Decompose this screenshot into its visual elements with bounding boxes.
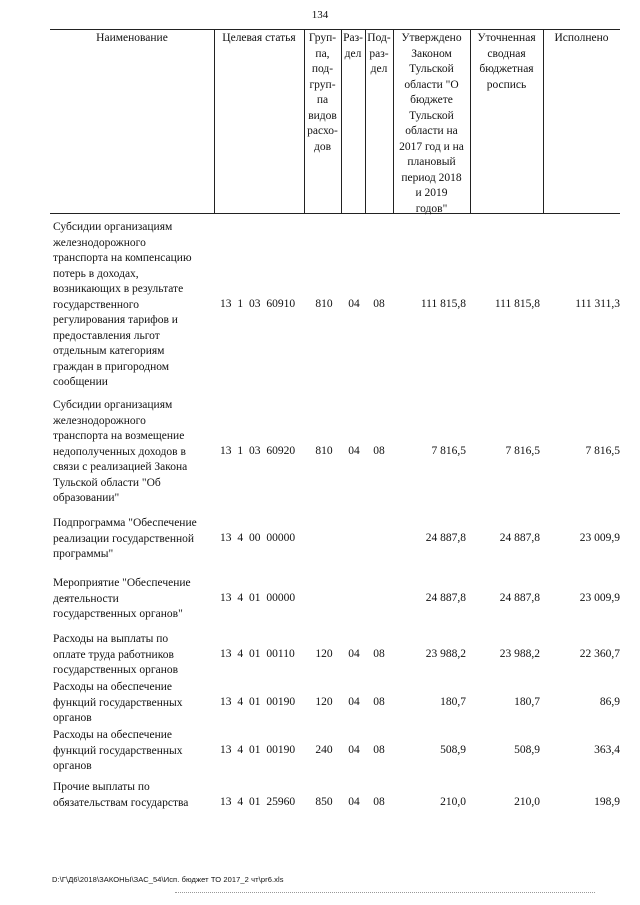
row-name-line: граждан в пригородном bbox=[53, 360, 170, 373]
row-name-line: возникающих в результате bbox=[53, 283, 184, 295]
row-section: 04 bbox=[348, 297, 360, 310]
row-name-line: Прочие выплаты по bbox=[53, 781, 150, 793]
header-approved-line: Тульской bbox=[409, 109, 454, 122]
row-subsection: 08 bbox=[373, 647, 385, 660]
header-approved-line: плановый bbox=[407, 156, 456, 168]
row-expense-group: 120 bbox=[315, 647, 333, 660]
row-name-line: железнодорожного bbox=[53, 414, 146, 427]
header-refined-line: бюджетная bbox=[479, 63, 534, 75]
header-subsection-line: Под- bbox=[367, 32, 391, 44]
row-name-line: Расходы на выплаты по bbox=[53, 633, 169, 645]
header-refined-line: роспись bbox=[486, 78, 527, 91]
row-section: 04 bbox=[348, 444, 360, 457]
row-name-line: Субсидии организациям bbox=[53, 399, 173, 411]
table-header bbox=[50, 29, 620, 214]
header-approved-line: области "О bbox=[404, 78, 459, 91]
row-target-article: 13 1 03 60910 bbox=[220, 297, 296, 310]
row-name-line: оплате труда работников bbox=[53, 648, 174, 661]
header-group-line: Груп- bbox=[308, 32, 337, 44]
row-name-line: органов bbox=[53, 712, 92, 724]
header-subsection-line: дел bbox=[370, 63, 388, 75]
row-section: 04 bbox=[348, 795, 360, 808]
row-refined-amount: 23 988,2 bbox=[499, 647, 540, 660]
row-target-article: 13 4 01 00190 bbox=[220, 695, 296, 708]
row-name bbox=[53, 632, 216, 679]
row-subsection: 08 bbox=[373, 743, 385, 756]
header-group-line: груп- bbox=[309, 78, 336, 91]
header-name-line: Наименование bbox=[96, 32, 168, 44]
header-group-line: под- bbox=[311, 63, 334, 75]
header-name bbox=[50, 30, 214, 213]
row-subsection: 08 bbox=[373, 444, 385, 457]
header-approved-line: области на bbox=[405, 125, 458, 137]
header-executed bbox=[543, 30, 620, 213]
row-target-article: 13 4 00 00000 bbox=[220, 531, 296, 544]
header-code-line: Целевая статья bbox=[222, 32, 296, 44]
header-approved-line: и 2019 bbox=[415, 187, 448, 199]
row-target-article: 13 4 01 25960 bbox=[220, 795, 296, 808]
row-name bbox=[53, 576, 216, 623]
header-approved-line: бюджете bbox=[410, 94, 453, 106]
row-executed-amount: 363,4 bbox=[594, 743, 620, 756]
row-name-line: Подпрограмма "Обеспечение bbox=[53, 517, 197, 529]
row-name-line: программы" bbox=[53, 548, 114, 560]
row-executed-amount: 23 009,9 bbox=[579, 531, 620, 544]
row-name bbox=[53, 516, 216, 563]
row-name bbox=[53, 680, 216, 727]
row-expense-group: 810 bbox=[315, 297, 333, 310]
row-name-line: реализации государственной bbox=[53, 532, 195, 545]
row-name-line: транспорта на компенсацию bbox=[53, 252, 192, 264]
row-name-line: Расходы на обеспечение bbox=[53, 681, 172, 693]
row-name bbox=[53, 220, 216, 391]
row-name-line: обязательствам государства bbox=[53, 796, 189, 809]
row-approved-amount: 111 815,8 bbox=[420, 297, 466, 310]
header-approved bbox=[393, 30, 470, 213]
header-refined-line: сводная bbox=[487, 47, 526, 60]
row-expense-group: 120 bbox=[315, 695, 333, 708]
row-refined-amount: 24 887,8 bbox=[499, 531, 540, 544]
header-group-line: расхо- bbox=[307, 125, 338, 137]
row-target-article: 13 4 01 00110 bbox=[220, 647, 295, 660]
row-name-line: государственных органов" bbox=[53, 608, 183, 620]
header-approved-line: Тульской bbox=[409, 63, 454, 75]
row-approved-amount: 508,9 bbox=[440, 743, 466, 756]
row-name-line: Расходы на обеспечение bbox=[53, 729, 172, 741]
row-section: 04 bbox=[348, 743, 360, 756]
row-executed-amount: 7 816,5 bbox=[585, 444, 620, 457]
row-executed-amount: 198,9 bbox=[594, 795, 620, 808]
row-approved-amount: 23 988,2 bbox=[425, 647, 466, 660]
footer-file-path: D:\Г\Д6\2018\ЗАКОНЫ\ЗАС_54\Исп. бюджет ТО 2017_2 чт\pr6.xls bbox=[52, 875, 284, 884]
row-name-line: государственных органов bbox=[53, 664, 179, 676]
row-name bbox=[53, 780, 216, 811]
row-section: 04 bbox=[348, 647, 360, 660]
row-name-line: государственного bbox=[53, 298, 139, 311]
row-target-article: 13 4 01 00190 bbox=[220, 743, 296, 756]
header-refined-line: Уточненная bbox=[477, 32, 536, 44]
row-approved-amount: 7 816,5 bbox=[431, 444, 466, 457]
row-subsection: 08 bbox=[373, 695, 385, 708]
row-approved-amount: 24 887,8 bbox=[425, 531, 466, 544]
row-name-line: предоставления льгот bbox=[53, 329, 160, 342]
row-name-line: транспорта на возмещение bbox=[53, 430, 185, 442]
header-approved-line: период 2018 bbox=[401, 171, 462, 184]
row-name-line: сообщении bbox=[53, 376, 108, 388]
row-name-line: деятельности bbox=[53, 592, 119, 605]
header-group-line: дов bbox=[313, 140, 332, 153]
row-name bbox=[53, 728, 216, 775]
row-name-line: недополученных доходов в bbox=[53, 445, 186, 458]
row-name-line: регулирования тарифов и bbox=[53, 314, 178, 326]
row-refined-amount: 24 887,8 bbox=[499, 591, 540, 604]
row-name-line: Тульской области "Об bbox=[53, 476, 161, 489]
row-name-line: Субсидии организациям bbox=[53, 221, 173, 233]
row-refined-amount: 210,0 bbox=[514, 795, 540, 808]
row-target-article: 13 4 01 00000 bbox=[220, 591, 296, 604]
header-approved-line: годов" bbox=[415, 202, 448, 215]
header-group-line: па bbox=[316, 94, 329, 106]
header-subsection bbox=[365, 30, 393, 213]
row-name-line: Мероприятие "Обеспечение bbox=[53, 577, 191, 589]
row-executed-amount: 23 009,9 bbox=[579, 591, 620, 604]
row-target-article: 13 1 03 60920 bbox=[220, 444, 296, 457]
header-executed-line: Исполнено bbox=[554, 32, 609, 44]
row-executed-amount: 22 360,7 bbox=[579, 647, 620, 660]
header-section-line: Раз- bbox=[343, 32, 363, 44]
header-group-line: видов bbox=[308, 109, 337, 122]
row-name-line: образовании" bbox=[53, 492, 120, 504]
row-executed-amount: 86,9 bbox=[599, 695, 620, 708]
row-refined-amount: 7 816,5 bbox=[505, 444, 540, 457]
row-refined-amount: 111 815,8 bbox=[494, 297, 540, 310]
header-approved-line: Утверждено bbox=[401, 32, 462, 44]
header-refined bbox=[470, 30, 543, 213]
header-group bbox=[304, 30, 341, 213]
header-section-line: дел bbox=[344, 47, 362, 60]
row-expense-group: 810 bbox=[315, 444, 333, 457]
row-name bbox=[53, 398, 216, 507]
header-approved-line: 2017 год и на bbox=[399, 140, 464, 153]
row-subsection: 08 bbox=[373, 297, 385, 310]
row-name-line: функций государственных bbox=[53, 696, 183, 709]
header-subsection-line: раз- bbox=[369, 47, 389, 60]
footer-rule bbox=[175, 892, 595, 893]
row-expense-group: 850 bbox=[315, 795, 333, 808]
row-name-line: связи с реализацией Закона bbox=[53, 461, 188, 473]
row-refined-amount: 180,7 bbox=[514, 695, 540, 708]
header-group-line: па, bbox=[315, 47, 330, 60]
row-section: 04 bbox=[348, 695, 360, 708]
header-approved-line: Законом bbox=[411, 47, 452, 60]
header-section bbox=[341, 30, 365, 213]
row-name-line: органов bbox=[53, 760, 92, 772]
row-name-line: функций государственных bbox=[53, 744, 183, 757]
page-number: 134 bbox=[311, 9, 329, 21]
row-executed-amount: 111 311,3 bbox=[575, 297, 620, 310]
row-subsection: 08 bbox=[373, 795, 385, 808]
header-code bbox=[214, 30, 304, 213]
row-approved-amount: 24 887,8 bbox=[425, 591, 466, 604]
row-approved-amount: 210,0 bbox=[440, 795, 466, 808]
row-expense-group: 240 bbox=[315, 743, 333, 756]
row-name-line: железнодорожного bbox=[53, 236, 146, 249]
row-name-line: потерь в доходах, bbox=[53, 267, 139, 280]
row-refined-amount: 508,9 bbox=[514, 743, 540, 756]
row-approved-amount: 180,7 bbox=[440, 695, 466, 708]
row-name-line: отдельным категориям bbox=[53, 345, 165, 357]
